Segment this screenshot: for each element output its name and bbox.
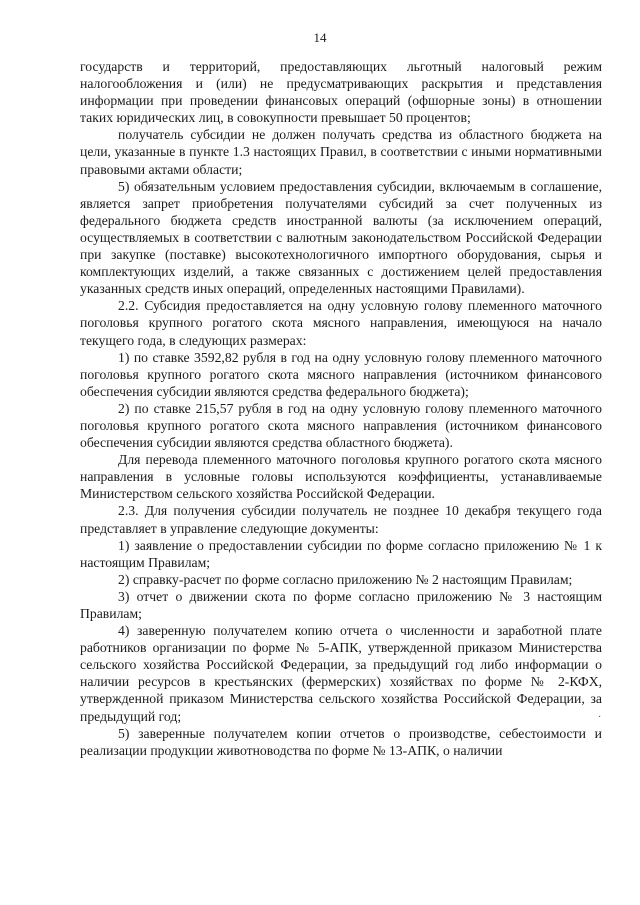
- scan-speck: ·: [598, 712, 602, 723]
- page-number: 14: [313, 30, 327, 45]
- paragraph-10: 2) справку-расчет по форме согласно приложению № 2 настоящим Правилам;: [118, 571, 573, 587]
- paragraph-5: 1) по ставке 3592,82 рубля в год на одну условную голову племенного маточного поголовья крупного рогатого скота мясного направления (источником финансового обеспечения субсидии являются средства федерального бюджета);: [80, 349, 602, 399]
- paragraph-11: 3) отчет о движении скота по форме согласно приложению № 3 настоящим Правилам;: [80, 588, 602, 621]
- paragraph-2: получатель субсидии не должен получать средства из областного бюджета на цели, указанные в пункте 1.3 настоящих Правил, в соответствии с иными нормативными правовыми актами области;: [80, 127, 602, 177]
- paragraph-6: 2) по ставке 215,57 рубля в год на одну условную голову племенного маточного поголовья крупного рогатого скота мясного направления (источником финансового обеспечения субсидии являются средства областного бюджета).: [80, 400, 602, 451]
- paragraph-1: государств и территорий, предоставляющих льготный налоговый режим налогообложения и (или) не предусматривающих раскрытия и представления информации при проведении финансовых операций (офшорные зоны) в отношении таких юридических лиц, в совокупности превышает 50 процентов;: [80, 59, 602, 126]
- paragraph-13: 5) заверенные получателем копии отчетов о производстве, себестоимости и реализации продукции животноводства по форме № 13-АПК, о наличии: [80, 725, 602, 758]
- document-body: [80, 58, 602, 759]
- paragraph-8: 2.3. Для получения субсидии получатель не позднее 10 декабря текущего года представляет в управление следующие документы:: [80, 503, 602, 536]
- paragraph-7: Для перевода племенного маточного поголовья крупного рогатого скота мясного направления в условные головы используются коэффициенты, устанавливаемые Министерством сельского хозяйства Российской Федерации.: [80, 452, 602, 502]
- paragraph-12: 4) заверенную получателем копию отчета о численности и заработной плате работников организации по форме № 5-АПК, утвержденной приказом Министерства сельского хозяйства Российской Федерации, за предыдущий год либо информации о наличии ресурсов в крестьянских (фермерских) хозяйствах по форме № 2-КФХ, утвержденной приказом Министерства сельского хозяйства Российской Федерации, за предыдущий год;: [80, 623, 602, 724]
- paragraph-9: 1) заявление о предоставлении субсидии по форме согласно приложению № 1 к настоящим Правилам;: [80, 537, 602, 570]
- paragraph-3: 5) обязательным условием предоставления субсидии, включаемым в соглашение, является запрет приобретения получателями субсидий за счет полученных из федерального бюджета средств иностранной валюты (за исключением операций, осуществляемых в соответствии с валютным законодательством Российской Федерации при закупке (поставке) высокотехнологичного импортного оборудования, сырья и комплектующих изделий, а также связанных с достижением целей предоставления указанных средств иных операций, определенных настоящими Правилами).: [80, 178, 602, 297]
- paragraph-4: 2.2. Субсидия предоставляется на одну условную голову племенного маточного поголовья крупного рогатого скота мясного направления, имеющуюся на начало текущего года, в следующих размерах:: [80, 298, 602, 348]
